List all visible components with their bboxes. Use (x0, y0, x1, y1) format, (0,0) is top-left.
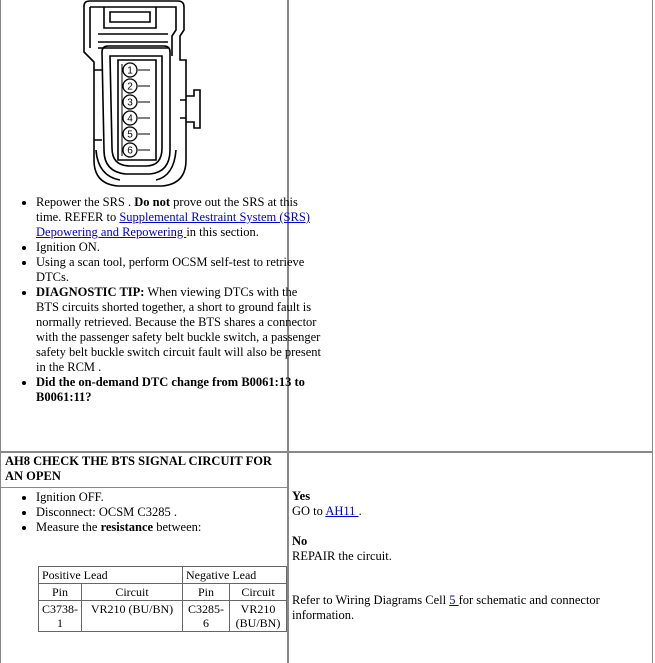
reference-text: Refer to Wiring Diagrams Cell (292, 593, 450, 607)
yes-label: Yes (292, 489, 311, 503)
diagnostic-tip-label: DIAGNOSTIC TIP: (36, 285, 145, 299)
step-text: Measure the (36, 520, 101, 534)
pin-label: 1 (127, 65, 133, 77)
table-cell: VR210 (BU/BN) (230, 601, 287, 632)
pin-label: 4 (127, 113, 133, 125)
table-cell: C3738-1 (39, 601, 82, 632)
pin-label: 3 (127, 97, 133, 109)
table-header: Pin (39, 584, 82, 601)
table-cell: VR210 (BU/BN) (82, 601, 183, 632)
wiring-cell-link[interactable]: 5 (449, 593, 459, 607)
step-text: Ignition ON. (36, 240, 100, 254)
step-emphasis: resistance (100, 520, 154, 534)
step-text: Repower the SRS . (36, 195, 135, 209)
list-item (36, 505, 321, 520)
list-item (36, 240, 321, 255)
list-item (36, 375, 321, 405)
step-text: in this section. (186, 225, 259, 239)
yes-text: . (358, 504, 362, 518)
list-item (36, 285, 321, 375)
resistance-measurement-table (38, 566, 287, 632)
step-text: Ignition OFF. (36, 490, 104, 504)
list-item (36, 520, 321, 535)
ah8-step-list (0, 490, 321, 535)
step-text: Using a scan tool, perform OCSM self-test to retrieve DTCs. (36, 255, 305, 284)
table-cell: C3285-6 (183, 601, 230, 632)
table-header-row (39, 584, 287, 601)
step-text: Disconnect: OCSM C3285 . (36, 505, 177, 519)
wiring-diagram-reference (292, 593, 642, 623)
ah8-step-heading: AH8 CHECK THE BTS SIGNAL CIRCUIT FOR AN OPEN (5, 454, 272, 483)
pin-numbers (122, 63, 150, 157)
connector-c3285-illustration (76, 0, 206, 188)
step-text: between: (153, 520, 202, 534)
diagnostic-tip-text: When viewing DTCs with the BTS circuits shorted together, a short to ground fault is normally retrieved. Because the BTS shares a connector with the passenger safety belt buckle switch, a passenger safety belt buckle switch circuit fault will also be present in the RCM . (36, 285, 321, 374)
step-text: prove out the SRS at this time. REFER to (36, 195, 298, 224)
yes-text: GO to (292, 504, 326, 518)
ah7-step-list (0, 195, 321, 405)
pin-label: 5 (127, 129, 133, 141)
pin-label: 2 (127, 81, 133, 93)
table-header: Pin (183, 584, 230, 601)
reference-text: for schematic and connector information. (292, 593, 600, 622)
no-result (292, 534, 392, 564)
ah11-link[interactable]: AH11 (325, 504, 359, 518)
table-group-header-row (39, 567, 287, 584)
list-item (36, 255, 321, 285)
step-question: Did the on-demand DTC change from B0061:13 to B0061:11? (36, 375, 305, 404)
list-item (36, 195, 321, 240)
list-item (36, 490, 321, 505)
heading-underline (0, 487, 288, 488)
srs-depowering-link[interactable]: Supplemental Restraint System (SRS) Depowering and Repowering (36, 210, 310, 239)
table-group-header: Negative Lead (183, 567, 287, 584)
no-text: REPAIR the circuit. (292, 549, 392, 563)
table-row (39, 601, 287, 632)
no-label: No (292, 534, 308, 548)
table-group-header: Positive Lead (39, 567, 183, 584)
table-header: Circuit (230, 584, 287, 601)
yes-result (292, 489, 362, 519)
step-emphasis: Do not (134, 195, 171, 209)
pin-label: 6 (127, 145, 133, 157)
right-border (652, 0, 653, 663)
row-divider (0, 451, 653, 453)
table-header: Circuit (82, 584, 183, 601)
